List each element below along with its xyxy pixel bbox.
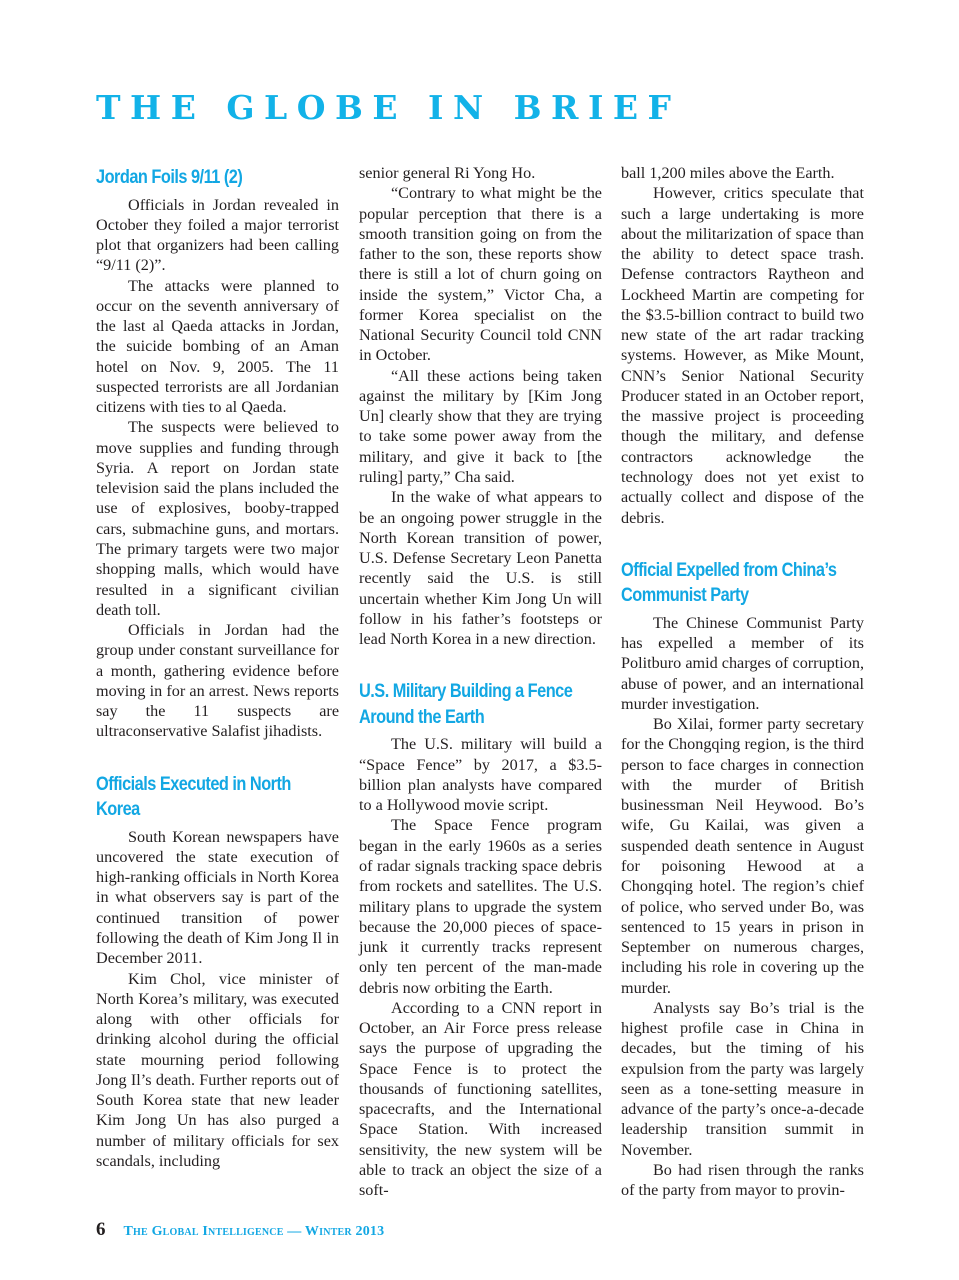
column-2 [359,163,602,1200]
article-paragraph: senior general Ri Yong Ho. [359,164,536,182]
page-footer [96,1219,384,1241]
article-paragraph: “Contrary to what might be the popular perception that there is a smooth transition going on from the father to the son, these reports show there is still a lot of churn going on inside the system,” Victor Cha, a former Korea specialist on the National Security Council told CNN in October. [359,184,602,365]
publication-name: The Global Intelligence — Winter 2013 [123,1224,385,1239]
article-paragraph: Bo had risen through the ranks of the party from mayor to provin- [621,1160,864,1200]
column-1 [96,163,339,1171]
article-paragraph: The U.S. military will build a “Space Fence” by 2017, a $3.5-billion plan analysts have compared to a Hollywood movie script. [359,735,602,815]
article-paragraph: Officials in Jordan had the group under constant surveillance for a month, gathering evidence before moving in for an arrest. News reports say the 11 suspects are ultraconservative Salafist jihadists. [96,621,339,741]
article-paragraph: The attacks were planned to occur on the seventh anniversary of the last al Qaeda attacks in Jordan, the suicide bombing of an Aman hotel on Nov. 9, 2005. The 11 suspected terrorists are all Jordanian citizens with ties to al Qaeda. [96,276,339,417]
article-headline: U.S. Military Building a Fence Around the Earth [359,681,573,728]
article-paragraph: The Space Fence program began in the early 1960s as a series of radar signals tracking space debris from rockets and satellites. The U.S. military plans to upgrade the system because the 20,000 pieces of space-junk it currently tracks represent only ten percent of the man-made debris now orbiting the Earth. [359,816,602,997]
article-paragraph: The Chinese Communist Party has expelled a member of its Politburo amid charges of corruption, abuse of power, and an international murder investigation. [621,613,864,713]
article-paragraph: “All these actions being taken against the military by [Kim Jong Un] clearly show that they are trying to take some power away from the military, and give it back to [the ruling] party,” Cha said. [359,366,602,486]
article-headline: Official Expelled from China’s Communist Party [621,559,837,607]
article-headline: Officials Executed in North Korea [96,773,291,821]
article-paragraph: According to a CNN report in October, an Air Force press release says the purpose of upgrading the Space Fence is to protect the thousands of functioning satellites, spacecrafts, and the International Space Station. With increased sensitivity, the new system will be able to track an object the size of a soft- [359,998,602,1200]
article-paragraph: ball 1,200 miles above the Earth. [621,164,835,182]
page-title: THE GLOBE IN BRIEF [96,88,681,127]
article-paragraph: South Korean newspapers have uncovered the state execution of high-ranking officials in North Korea in what observers say is part of the continued transition of power following the death of Kim Jong Il in December 2011. [96,827,339,968]
article-paragraph: Analysts say Bo’s trial is the highest profile case in China in decades, but the timing of his expulsion from the party was largely seen as a tone-setting measure in advance of the party’s once-a-decade leadership transition summit in November. [621,998,864,1159]
article-headline: Jordan Foils 9/11 (2) [96,167,243,188]
column-3 [621,163,864,1200]
page-number: 6 [96,1219,106,1240]
article-paragraph: The suspects were believed to move supplies and funding through Syria. A report on Jordan state television said the plans included the use of explosives, booby-trapped cars, submachine guns, and mortars. The primary targets were two major shopping malls, which would have resulted in a significant civilian death toll. [96,418,339,619]
article-paragraph: Kim Chol, vice minister of North Korea’s military, was executed along with other officials for drinking alcohol during the official state mourning period following Jong Il’s death. Further reports out of South Korea state that new leader Kim Jong Un has also purged a number of military officials for sex scandals, including [96,969,339,1170]
article-paragraph: In the wake of what appears to be an ongoing power struggle in the North Korean transition of power, U.S. Defense Secretary Leon Panetta recently said the U.S. is still uncertain whether Kim Jong Un will follow in his father’s footsteps or lead North Korea in a new direction. [359,488,602,649]
article-paragraph: However, critics speculate that such a large undertaking is more about the militarization of space than the ability to detect space trash. Defense contractors Raytheon and Lockheed Martin are competing for the $3.5-billion contract to build two new state of the art radar tracking systems. However, as Mike Mount, CNN’s Senior National Security Producer stated in an October report, the massive project is proceeding though the military, and defense contractors acknowledge the technology does not yet exist to actually collect and dispose of the debris. [621,184,864,527]
article-paragraph: Officials in Jordan revealed in October they foiled a major terrorist plot that organizers had been calling “9/11 (2)”. [96,195,339,275]
article-paragraph: Bo Xilai, former party secretary for the Chongqing region, is the third person to face charges in connection with the murder of British businessman Neil Heywood. Bo’s wife, Gu Kailai, was given a suspended death sentence in August for poisoning Hewood at a Chongqing hotel. The region’s chief of police, who served under Bo, was sentenced to 15 years in prison in September on numerous charges, including his role in covering up the murder. [621,715,864,997]
